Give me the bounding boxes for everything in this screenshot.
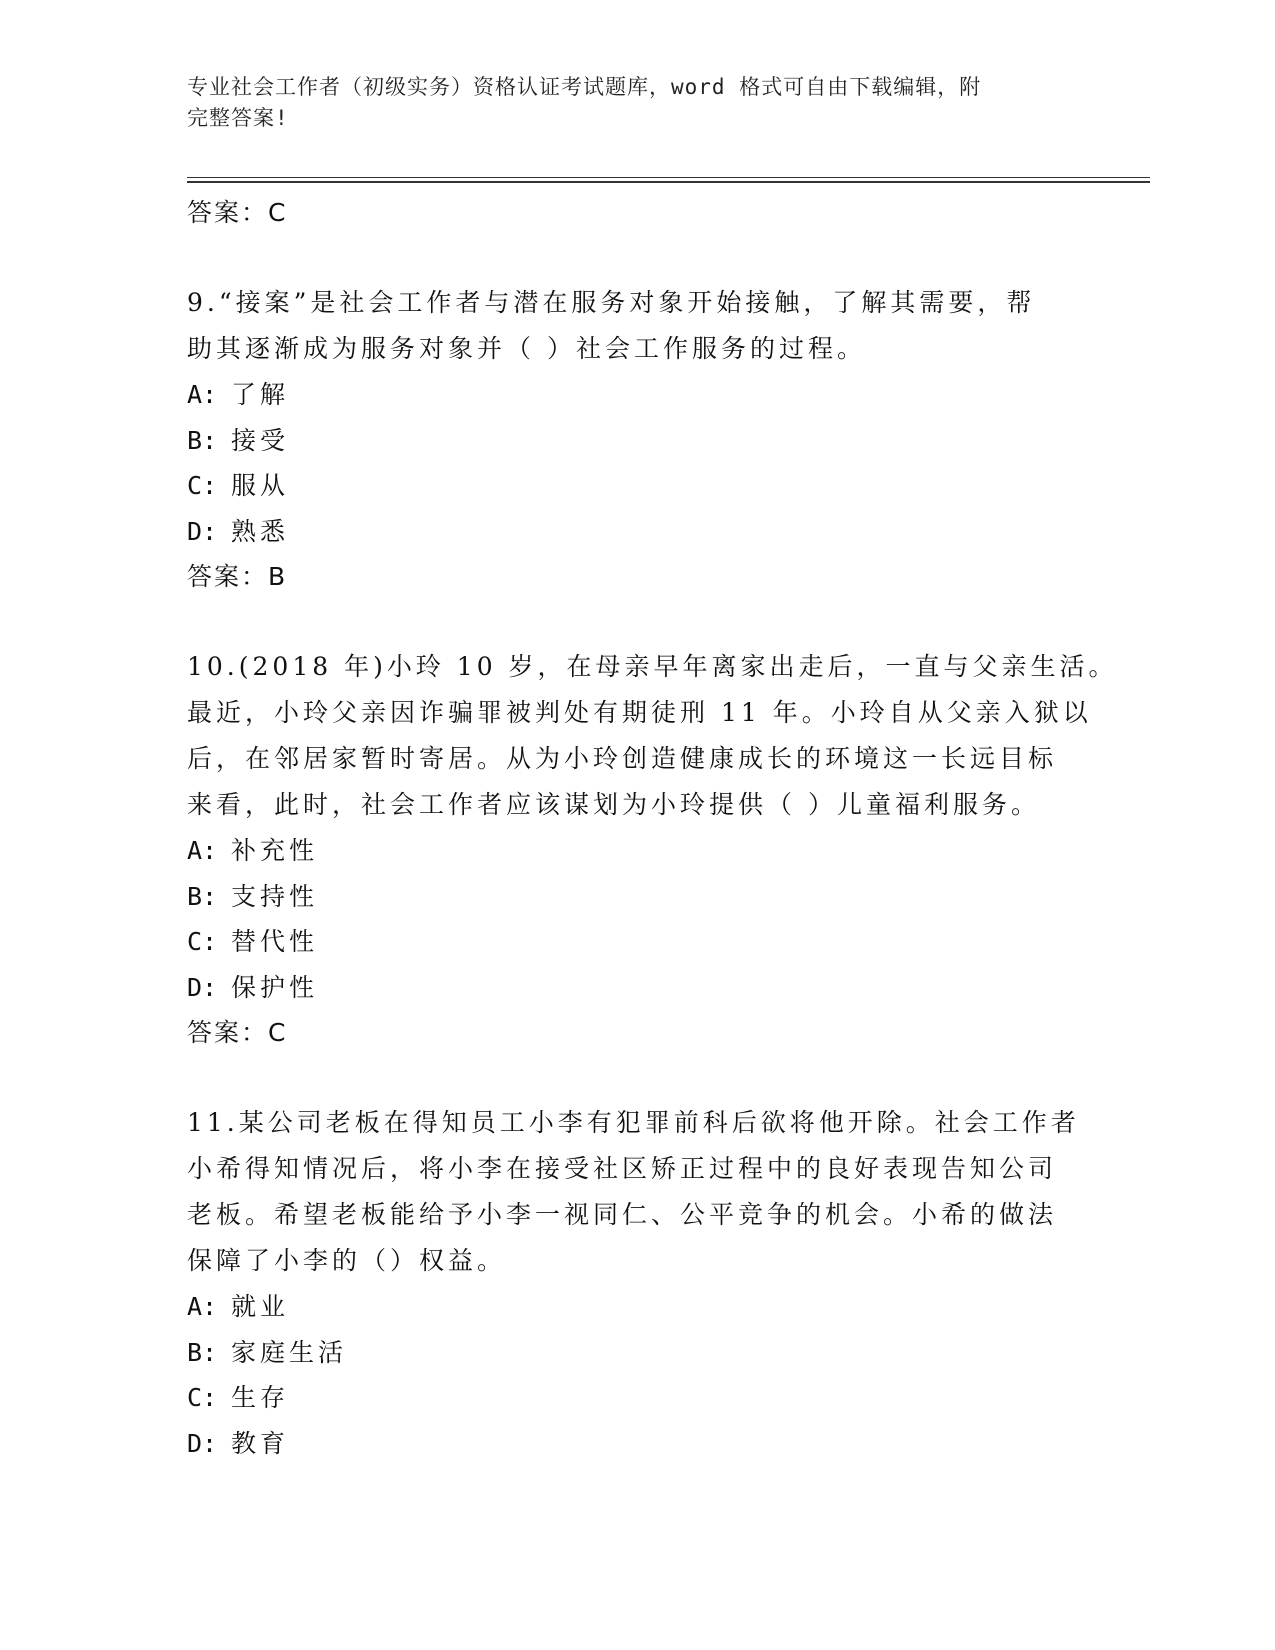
question-answer: 答案：C <box>187 1018 288 1047</box>
option-text: 熟悉 <box>231 516 290 546</box>
option-letter: B: <box>187 881 218 911</box>
option-text: 接受 <box>231 425 290 455</box>
option-b <box>187 1330 1087 1376</box>
option-c <box>187 1375 1087 1421</box>
option-text: 服从 <box>231 471 290 500</box>
option-text: 就业 <box>231 1292 290 1321</box>
stem-line: 10.(2018 年)小玲 10 岁，在母亲早年离家出走后，一直与父亲生活。 <box>187 652 1118 681</box>
stem-line: 来看，此时，社会工作者应该谋划为小玲提供（ ）儿童福利服务。 <box>187 790 1040 819</box>
document-body <box>187 190 1118 1466</box>
question-stem <box>187 644 1118 828</box>
option-a <box>187 372 1087 418</box>
page-header <box>187 72 1067 134</box>
option-text: 了解 <box>231 380 290 409</box>
option-d <box>187 509 1087 555</box>
option-c <box>187 919 1087 965</box>
option-c <box>187 463 1087 509</box>
stem-line: 助其逐渐成为服务对象并（ ）社会工作服务的过程。 <box>187 334 866 363</box>
stem-line: 最近，小玲父亲因诈骗罪被判处有期徒刑 11 年。小玲自从父亲入狱以 <box>187 698 1092 727</box>
option-text: 教育 <box>231 1428 290 1458</box>
spacer <box>187 1056 1087 1100</box>
spacer <box>187 236 1087 280</box>
stem-line: 小希得知情况后，将小李在接受社区矫正过程中的良好表现告知公司 <box>187 1154 1058 1183</box>
stem-line: 后，在邻居家暂时寄居。从为小玲创造健康成长的环境这一长远目标 <box>187 744 1058 773</box>
question-11 <box>187 1100 1087 1466</box>
option-b <box>187 418 1087 464</box>
option-letter: C: <box>187 1383 218 1412</box>
option-text: 替代性 <box>231 927 319 956</box>
option-letter: D: <box>187 1428 218 1458</box>
option-a <box>187 1284 1087 1330</box>
question-stem <box>187 1100 1080 1284</box>
option-letter: B: <box>187 1337 218 1367</box>
question-answer: 答案：B <box>187 562 288 591</box>
option-text: 保护性 <box>231 972 319 1002</box>
stem-line: 保障了小李的（）权益。 <box>187 1246 507 1275</box>
question-9 <box>187 280 1087 600</box>
header-divider-top <box>187 177 1150 178</box>
stem-line: 9.“接案”是社会工作者与潜在服务对象开始接触，了解其需要，帮 <box>187 288 1036 317</box>
option-text: 生存 <box>231 1383 290 1412</box>
option-d <box>187 965 1087 1011</box>
question-10 <box>187 644 1118 1056</box>
option-b <box>187 874 1087 920</box>
option-letter: A: <box>187 1292 218 1321</box>
option-letter: C: <box>187 471 218 500</box>
question-stem <box>187 280 1067 372</box>
spacer <box>187 600 1087 644</box>
previous-answer: 答案：C <box>187 198 288 227</box>
option-a <box>187 828 1087 874</box>
option-d <box>187 1421 1087 1467</box>
option-letter: A: <box>187 380 218 409</box>
option-letter: D: <box>187 972 218 1002</box>
option-letter: A: <box>187 836 218 865</box>
stem-line: 老板。希望老板能给予小李一视同仁、公平竞争的机会。小希的做法 <box>187 1200 1058 1229</box>
option-letter: C: <box>187 927 218 956</box>
stem-line: 11.某公司老板在得知员工小李有犯罪前科后欲将他开除。社会工作者 <box>187 1108 1080 1137</box>
option-text: 家庭生活 <box>231 1337 348 1367</box>
header-line-2: 完整答案! <box>187 106 289 130</box>
option-letter: D: <box>187 516 218 546</box>
option-text: 补充性 <box>231 836 319 865</box>
header-line-1: 专业社会工作者（初级实务）资格认证考试题库，word 格式可自由下载编辑，附 <box>187 75 982 99</box>
option-letter: B: <box>187 425 218 455</box>
option-text: 支持性 <box>231 881 319 911</box>
header-divider-bottom <box>187 181 1150 183</box>
